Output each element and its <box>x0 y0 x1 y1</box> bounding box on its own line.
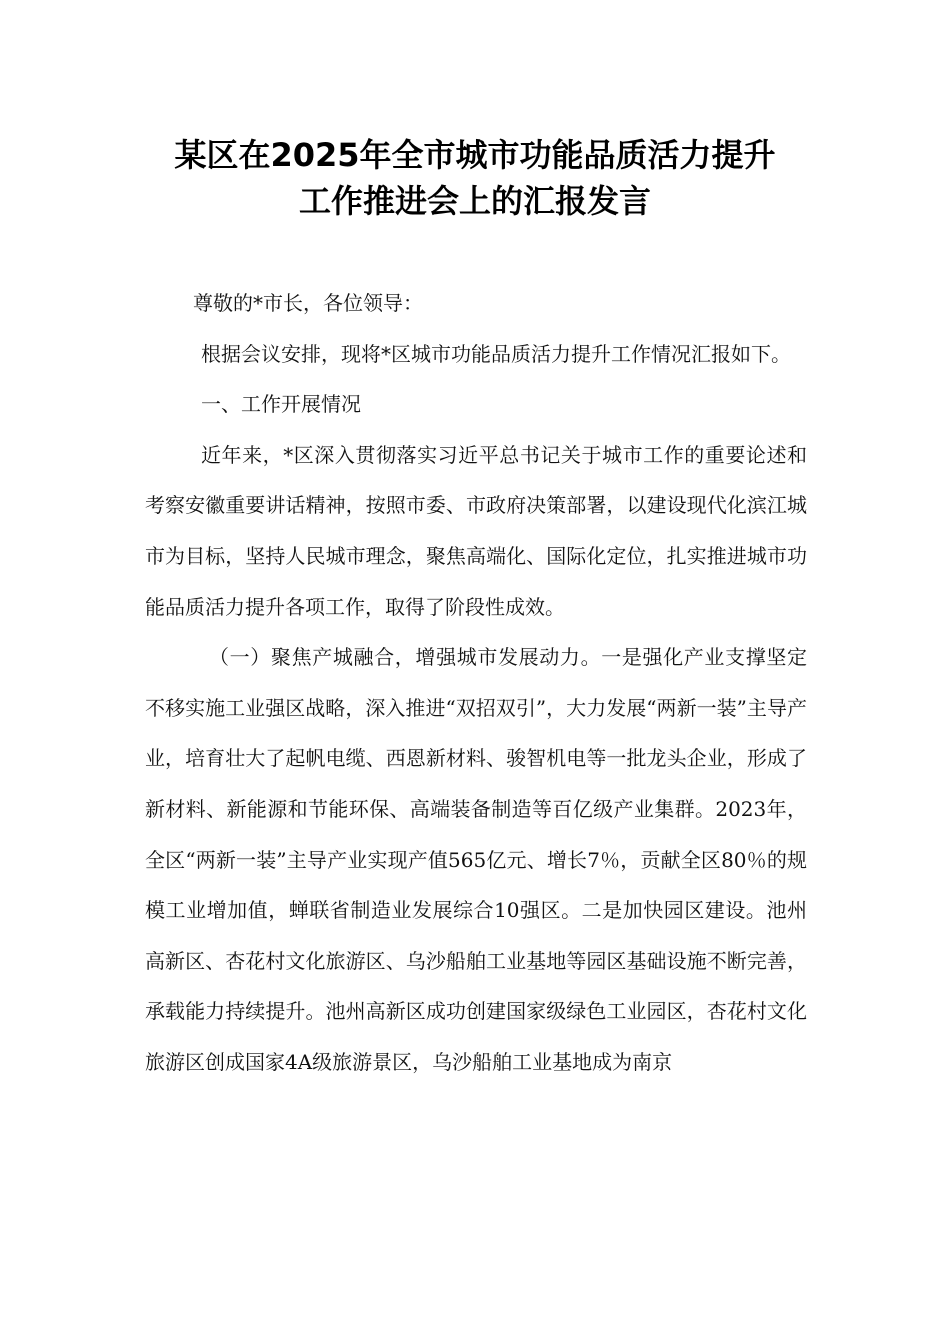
document-body <box>145 278 807 1088</box>
title-line-2: 工作推进会上的汇报发言 <box>298 182 651 220</box>
paragraph-overview: 近年来，*区深入贯彻落实习近平总书记关于城市工作的重要论述和考察安徽重要讲话精神，按照市委、市政府决策部署，以建设现代化滨江城市为目标，坚持人民城市理念，聚焦高端化、国际化定位，扎实推进城市功能品质活力提升各项工作，取得了阶段性成效。 <box>145 442 807 619</box>
paragraph-industry-city: （一）聚焦产城融合，增强城市发展动力。一是强化产业支撑坚定不移实施工业强区战略，深入推进“双招双引”，大力发展“两新一装”主导产业，培育壮大了起帆电缆、西恩新材料、骏智机电等一批龙头企业，形成了新材料、新能源和节能环保、高端装备制造等百亿级产业集群。2023年，全区“两新一装”主导产业实现产值565亿元、增长7％，贡献全区80％的规模工业增加值，蝉联省制造业发展综合10强区。二是加快园区建设。池州高新区、杏花村文化旅游区、乌沙船舶工业基地等园区基础设施不断完善，承载能力持续提升。池州高新区成功创建国家级绿色工业园区，杏花村文化旅游区创成国家4A级旅游景区，乌沙船舶工业基地成为南京 <box>145 645 807 1074</box>
intro-paragraph: 根据会议安排，现将*区城市功能品质活力提升工作情况汇报如下。 <box>201 341 791 366</box>
salutation: 尊敬的*市长，各位领导： <box>193 291 423 315</box>
section-heading-1: 一、工作开展情况 <box>201 392 361 417</box>
title-line-1: 某区在2025年全市城市功能品质活力提升 <box>174 136 776 174</box>
document-title <box>100 132 850 224</box>
